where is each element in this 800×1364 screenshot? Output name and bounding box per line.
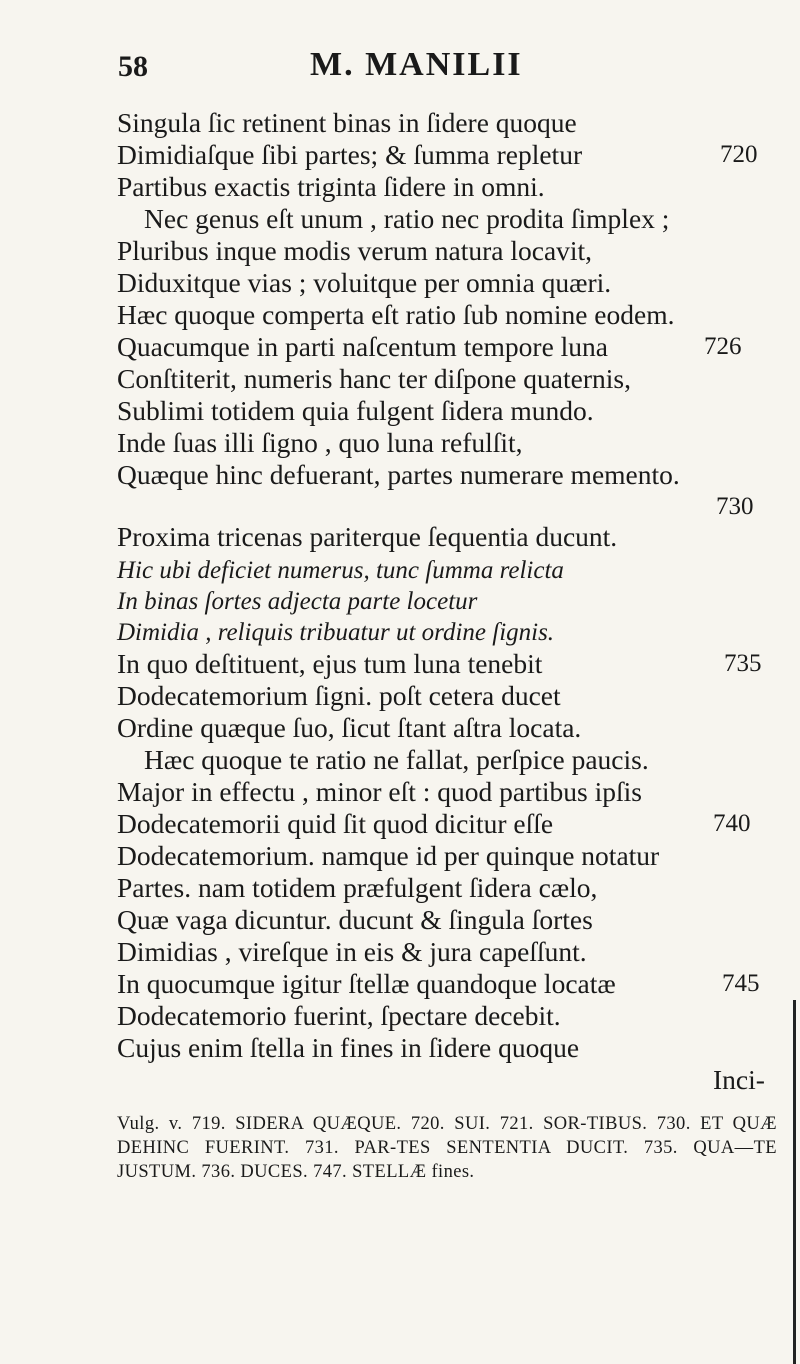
verse-line: Quæ vaga dicuntur. ducunt & ſingula ſortes [117,904,593,935]
verse-line: Partibus exactis triginta ſidere in omni. [117,171,545,202]
verse-line: Singula ſic retinent binas in ſidere quoque [117,107,577,138]
verse-line: Partes. nam totidem præfulgent ſidera cælo, [117,872,598,903]
verse-line: In quocumque igitur ſtellæ quandoque locatæ [117,968,616,999]
line-number: 730 [716,493,754,520]
verse-line: Dodecatemorio fuerint, ſpectare decebit. [117,1000,561,1031]
page-edge-rule [793,1000,796,1364]
line-number: 726 [704,333,742,360]
verse-line: Dodecatemorium ſigni. poſt cetera ducet [117,680,561,711]
verse-line: Sublimi totidem quia fulgent ſidera mundo. [117,395,594,426]
verse-line: Hæc quoque te ratio ne fallat, perſpice paucis. [144,744,649,775]
verse-line: Proxima tricenas pariterque ſequentia ducunt. [117,521,618,552]
verse-line: Conſtiterit, numeris hanc ter diſpone quaternis, [117,363,631,394]
verse-line: Dodecatemorium. namque id per quinque notatur [117,840,660,871]
verse-line: Inde ſuas illi ſigno , quo luna refulſit, [117,427,523,458]
verse-line: Diduxitque vias ; voluitque per omnia quæri. [117,267,612,298]
line-number: 740 [713,810,751,837]
running-head: M. MANILII [310,46,523,83]
verse-line: Cujus enim ſtella in fines in ſidere quoque [117,1032,580,1063]
verse-line: Pluribus inque modis verum natura locavit, [117,235,593,266]
verse-line: Dimidiaſque ſibi partes; & ſumma repletur [117,139,583,170]
verse-line: Major in effectu , minor eſt : quod partibus ipſis [117,776,642,807]
page-number: 58 [118,50,148,83]
verse-line: Quacumque in parti naſcentum tempore luna [117,331,609,362]
verse-line-italic: In binas ſortes adjecta parte locetur [117,588,478,615]
line-number: 735 [724,650,762,677]
verse-line: Hæc quoque comperta eſt ratio ſub nomine eodem. [117,299,675,330]
verse-line: Dimidias , vireſque in eis & jura capeſſunt. [117,936,587,967]
line-number: 720 [720,141,758,168]
verse-line: Dodecatemorii quid ſit quod dicitur eſſe [117,808,554,839]
footnote-variants: Vulg. v. 719. SIDERA QUÆQUE. 720. SUI. 721. SOR-TIBUS. 730. ET QUÆ DEHINC FUERINT. 731. PAR-TES SENTENTIA DUCIT. 735. QUA—TE JUSTUM. 736. DUCES. 747. STELLÆ fines. [117,1114,777,1182]
catchword: Inci- [713,1064,765,1095]
verse-line: Quæque hinc defuerant, partes numerare memento. [117,459,680,490]
verse-line: Nec genus eſt unum , ratio nec prodita ſimplex ; [144,203,670,234]
verse-line-italic: Dimidia , reliquis tribuatur ut ordine ſignis. [117,619,555,646]
verse-line: In quo deſtituent, ejus tum luna tenebit [117,648,543,679]
line-number: 745 [722,970,760,997]
verse-line-italic: Hic ubi deficiet numerus, tunc ſumma relicta [117,557,564,584]
verse-line: Ordine quæque ſuo, ſicut ſtant aſtra locata. [117,712,582,743]
